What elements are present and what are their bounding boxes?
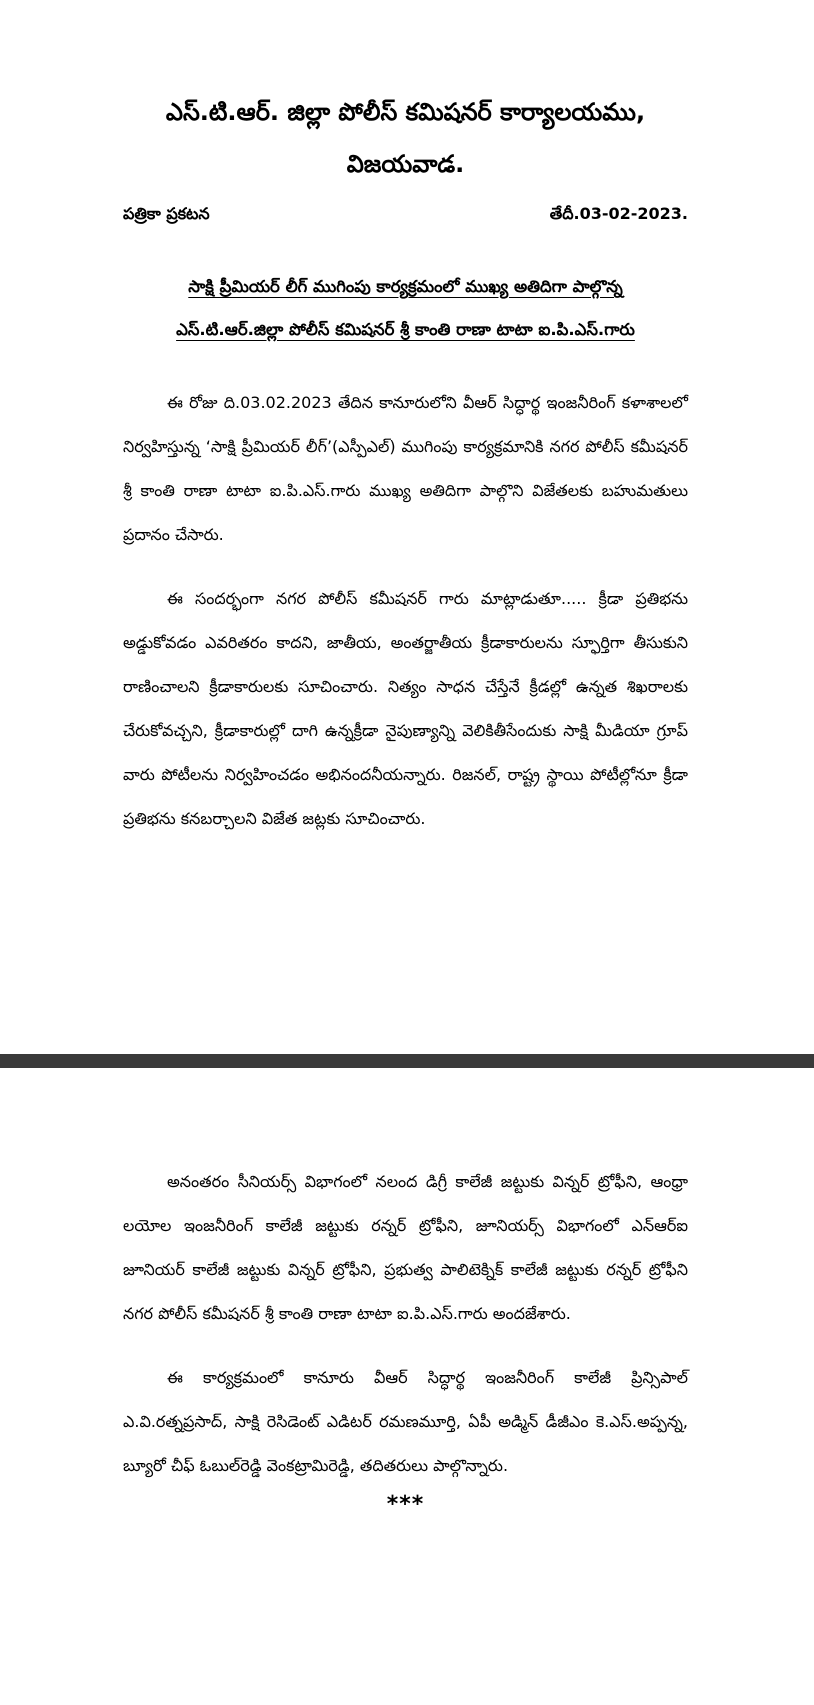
paragraph-2: ఈ సందర్భంగా నగర పోలీస్ కమీషనర్ గారు మాట్లాడుతూ..... క్రీడా ప్రతిభను అడ్డుకోవడం ఎవరితరం కాదని, జాతీయ, అంతర్జాతీయ క్రీడాకారులను స్ఫూర్తిగా తీసుకుని రాణించాలని క్రీడాకారులకు సూచించారు. నిత్యం సాధన చేస్తేనే క్రీడల్లో ఉన్నత శిఖరాలకు చేరుకోవచ్చని, క్రీడాకారుల్లో దాగి ఉన్నక్రీడా నైపుణ్యాన్ని వెలికితీసేందుకు సాక్షి మీడియా గ్రూప్ వారు పోటీలను నిర్వహించడం అభినందనీయన్నారు. రిజనల్, రాష్ట్ర స్థాయి పోటీల్లోనూ క్రీడా ప్రతిభను కనబర్చాలని విజేత జట్లకు సూచించారు. [123, 589, 688, 828]
document-page-2 [0, 1068, 814, 1705]
office-title-line-2: విజయవాడ. [346, 150, 465, 178]
end-mark: *** [386, 1492, 425, 1517]
page-break-divider [0, 1054, 814, 1068]
headline-line-1: సాక్షి ప్రీమియర్ లీగ్ ముగింపు కార్యక్రమంలో ముఖ్య అతిదిగా పాల్గొన్న [188, 277, 623, 296]
press-release-label: పత్రికా ప్రకటన [123, 204, 210, 223]
paragraph-1: ఈ రోజు ది.03.02.2023 తేదిన కానూరులోని వీఆర్ సిద్ధార్థ ఇంజనీరింగ్ కళాశాలలో నిర్వహిస్తున్న ‘సాక్షి ప్రీమియర్ లీగ్’(ఎస్పీఎల్) ముగింపు కార్యక్రమానికి నగర పోలీస్ కమీషనర్ శ్రీ కాంతి రాణా టాటా ఐ.పి.ఎస్.గారు ముఖ్య అతిదిగా పాల్గొని విజేతలకు బహుమతులు ప్రదానం చేసారు. [123, 393, 688, 544]
office-title-line-1: ఎస్.టి.ఆర్. జిల్లా పోలీస్ కమిషనర్ కార్యాలయము, [165, 98, 646, 126]
headline-line-2: ఎస్.టి.ఆర్.జిల్లా పోలీస్ కమిషనర్ శ్రీ కాంతి రాణా టాటా ఐ.పి.ఎస్.గారు [176, 320, 635, 339]
meta-row [123, 204, 688, 227]
page-1-content [123, 86, 688, 841]
release-date: తేదీ.03-02-2023. [549, 204, 688, 223]
paragraph-3: అనంతరం సీనియర్స్ విభాగంలో నలంద డిగ్రీ కాలేజీ జట్టుకు విన్నర్ ట్రోఫీని, ఆంధ్రా లయోల ఇంజనీరింగ్ కాలేజీ జట్టుకు రన్నర్ ట్రోఫీని, జూనియర్స్ విభాగంలో ఎన్ఆర్ఐ జూనియర్ కాలేజీ జట్టుకు విన్నర్ ట్రోఫీని, ప్రభుత్వ పాలిటెక్నిక్ కాలేజీ జట్టుకు రన్నర్ ట్రోఫీని నగర పోలీస్ కమీషనర్ శ్రీ కాంతి రాణా టాటా ఐ.పి.ఎస్.గారు అందజేశారు. [123, 1172, 688, 1323]
page-2-content [123, 1160, 688, 1517]
headline [123, 265, 688, 351]
paragraph-4: ఈ కార్యక్రమంలో కానూరు వీఆర్ సిద్ధార్థ ఇంజనీరింగ్ కాలేజీ ప్రిన్సిపాల్ ఎ.వి.రత్నప్రసాద్, సాక్షి రెసిడెంట్ ఎడిటర్ రమణమూర్తి, ఏపీ అడ్మిన్ డీజీఎం కె.ఎస్.అప్పన్న, బ్యూరో చీఫ్ ఓబుల్‌రెడ్డి వెంకట్రామిరెడ్డి, తదితరులు పాల్గొన్నారు. [123, 1368, 688, 1475]
